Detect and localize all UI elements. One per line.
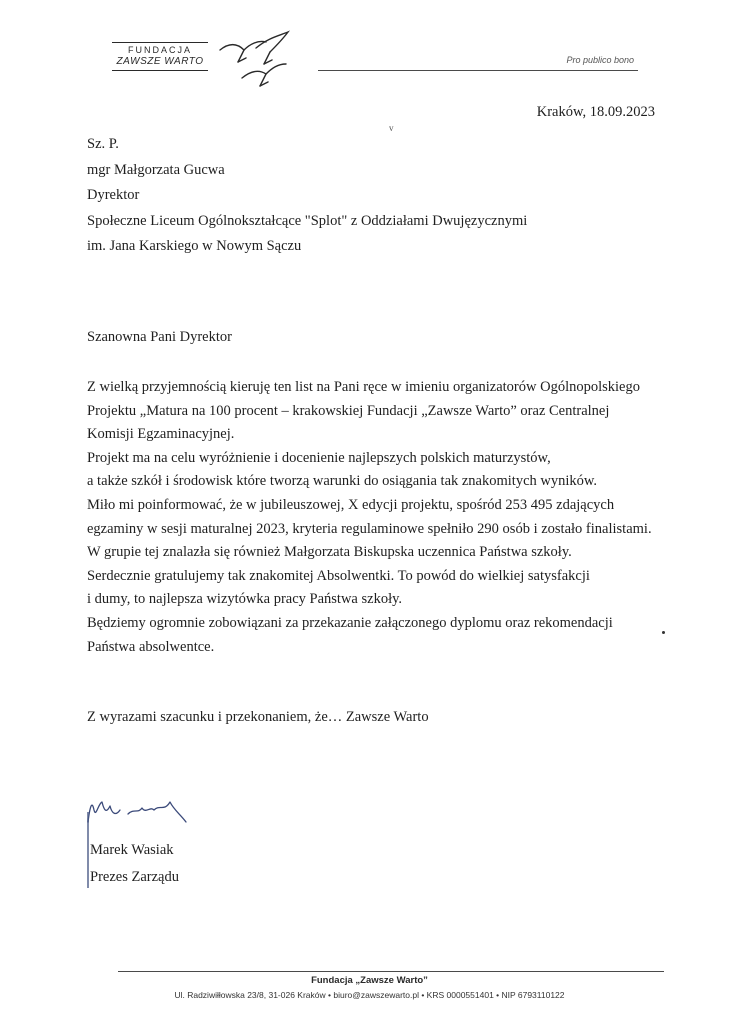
foundation-logo — [112, 42, 208, 72]
logo-top-rule — [112, 42, 208, 43]
signature-stroke — [87, 812, 89, 888]
recipient-block — [87, 132, 527, 260]
signer-block — [90, 837, 179, 891]
recipient-line: Społeczne Liceum Ogólnokształcące "Splot" z Oddziałami Dwujęzycznymi — [87, 212, 528, 229]
footer-rule — [118, 971, 664, 972]
body-line: Z wielką przyjemnością kieruję ten list na Pani ręce w imieniu organizatorów Ogólnopolskiego — [87, 379, 640, 395]
logo-bottom-rule — [112, 70, 208, 71]
body-line: Serdecznie gratulujemy tak znakomitej Absolwentki. To powód do wielkiej satysfakcji — [87, 567, 590, 584]
footer-title: Fundacja „Zawsze Warto” — [311, 975, 428, 986]
signature-mark — [84, 792, 204, 840]
body-line: Miło mi poinformować, że w jubileuszowej, X edycji projektu, spośród 253 495 zdających — [87, 496, 615, 513]
date-line: Kraków, 18.09.2023 — [536, 104, 655, 120]
body-line: W grupie tej znalazła się również Małgorzata Biskupska uczennica Państwa szkoły. — [87, 544, 572, 561]
salutation: Szanowna Pani Dyrektor — [87, 329, 232, 345]
body-line: i dumy, to najlepsza wizytówka pracy Państwa szkoły. — [87, 591, 403, 608]
recipient-line: Dyrektor — [87, 187, 140, 203]
body-line: Będziemy ogromnie zobowiązani za przekazanie załączonego dyplomu oraz rekomendacji — [87, 614, 613, 631]
signer-name: Marek Wasiak — [90, 842, 174, 858]
motto: Pro publico bono — [566, 55, 634, 65]
stray-dot — [662, 631, 665, 634]
body-line: Projektu „Matura na 100 procent – krakowskiej Fundacji „Zawsze Warto” oraz Centralnej — [87, 402, 610, 419]
recipient-line: im. Jana Karskiego w Nowym Sączu — [87, 238, 302, 254]
recipient-line: Sz. P. — [87, 136, 119, 152]
birds-icon — [216, 28, 306, 88]
body-line: Projekt ma na celu wyróżnienie i docenienie najlepszych polskich maturzystów, — [87, 449, 551, 466]
body-line: Komisji Egzaminacyjnej. — [87, 426, 235, 443]
footer-address: Ul. Radziwiłłowska 23/8, 31-026 Kraków • biuro@zawszewarto.pl • KRS 0000551401 • NIP 6793110122 — [174, 990, 565, 1000]
stray-mark: v — [389, 123, 394, 133]
logo-line-1: FUNDACJA — [127, 45, 192, 55]
closing: Z wyrazami szacunku i przekonaniem, że… Zawsze Warto — [87, 709, 429, 725]
body-line: a także szkół i środowisk które tworzą warunki do osiągania tak znakomitych wyników. — [87, 473, 598, 490]
body-line: Państwa absolwentce. — [87, 638, 215, 655]
logo-line-2: ZAWSZE WARTO — [116, 56, 204, 67]
recipient-line: mgr Małgorzata Gucwa — [87, 161, 225, 178]
signer-title: Prezes Zarządu — [90, 869, 179, 885]
letter-body — [87, 376, 687, 659]
body-line: egzaminy w sesji maturalnej 2023, kryteria regulaminowe spełniło 290 osób i zostało finalistami. — [87, 520, 652, 537]
header-rule — [318, 70, 638, 71]
